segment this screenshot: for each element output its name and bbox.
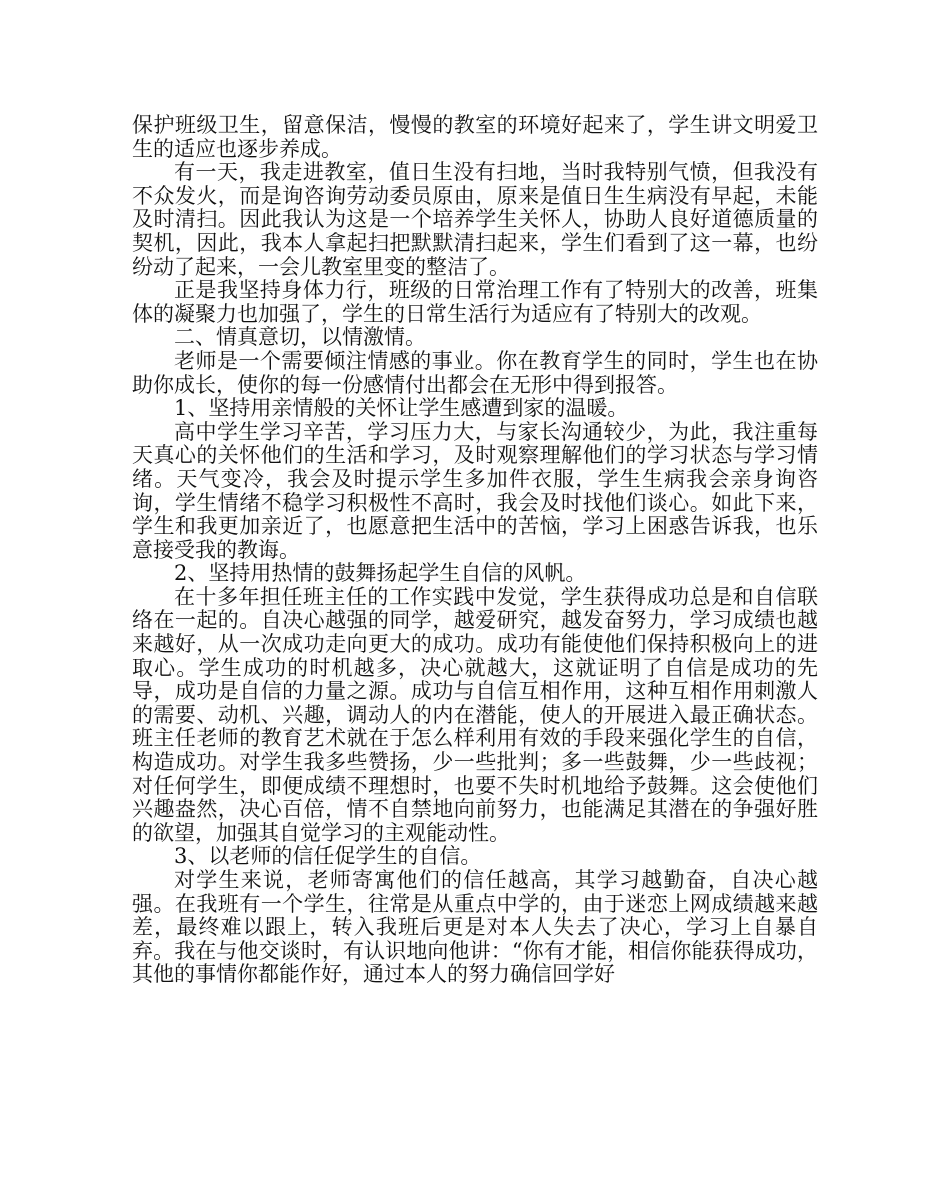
paragraph-3: 正是我坚持身体力行，班级的日常治理工作有了特别大的改善，班集体的凝聚力也加强了，学生的日常生活行为适应有了特别大的改观。	[132, 278, 818, 326]
subheading-2: 2、坚持用热情的鼓舞扬起学生自信的风帆。	[174, 561, 587, 586]
paragraph-1: 保护班级卫生，留意保洁，慢慢的教室的环境好起来了，学生讲文明爱卫生的适应也逐步养成。	[132, 113, 818, 161]
paragraph-7: 对学生来说，老师寄寓他们的信任越高，其学习越勤奋，自决心越强。在我班有一个学生，往常是从重点中学的，由于迷恋上网成绩越来越差，最终难以跟上，转入我班后更是对本人失去了决心，学习上自暴自弃。我在与他交谈时，有认识地向他讲：“你有才能，相信你能获得成功，其他的事情你都能作好，通过本人的努力确信回学好	[132, 868, 818, 987]
paragraph-4: 老师是一个需要倾注情感的事业。你在教育学生的同时，学生也在协助你成长，使你的每一份感情付出都会在无形中得到报答。	[132, 348, 818, 397]
subheading-1: 1、坚持用亲情般的关怀让学生感遭到家的温暖。	[174, 396, 629, 421]
subheading-3: 3、以老师的信任促学生的自信。	[174, 844, 482, 869]
paragraph-5: 高中学生学习辛苦，学习压力大，与家长沟通较少，为此，我注重每天真心的关怀他们的生活和学习，及时观察理解他们的学习状态与学习情绪。天气变冷，我会及时提示学生多加件衣服，学生生病我会亲身询咨询，学生情绪不稳学习积极性不高时，我会及时找他们谈心。如此下来，学生和我更加亲近了，也愿意把生活中的苦恼，学习上困惑告诉我，也乐意接受我的教诲。	[132, 419, 818, 562]
document-body	[132, 114, 818, 987]
paragraph-6: 在十多年担任班主任的工作实践中发觉，学生获得成功总是和自信联络在一起的。自决心越强的同学，越爱研究，越发奋努力，学习成绩也越来越好，从一次成功走向更大的成功。成功有能使他们保持积极向上的进取心。学生成功的时机越多，决心就越大，这就证明了自信是成功的先导，成功是自信的力量之源。成功与自信互相作用，这种互相作用刺激人的需要、动机、兴趣，调动人的内在潜能，使人的开展进入最正确状态。班主任老师的教育艺术就在于怎么样利用有效的手段来强化学生的自信，构造成功。对学生我多些赞扬，少一些批判；多一些鼓舞，少一些歧视；对任何学生，即便成绩不理想时，也要不失时机地给予鼓舞。这会使他们兴趣盎然，决心百倍，情不自禁地向前努力，也能满足其潜在的争强好胜的欲望，加强其自觉学习的主观能动性。	[132, 584, 818, 845]
paragraph-2: 有一天，我走进教室，值日生没有扫地，当时我特别气愤，但我没有不众发火，而是询咨询劳动委员原由，原来是值日生生病没有早起，未能及时清扫。因此我认为这是一个培养学生关怀人，协助人良好道德质量的契机，因此，我本人拿起扫把默默清扫起来，学生们看到了这一幕，也纷纷动了起来，一会儿教室里变的整洁了。	[132, 160, 818, 279]
section-heading-2: 二、情真意切，以情激情。	[174, 325, 426, 350]
